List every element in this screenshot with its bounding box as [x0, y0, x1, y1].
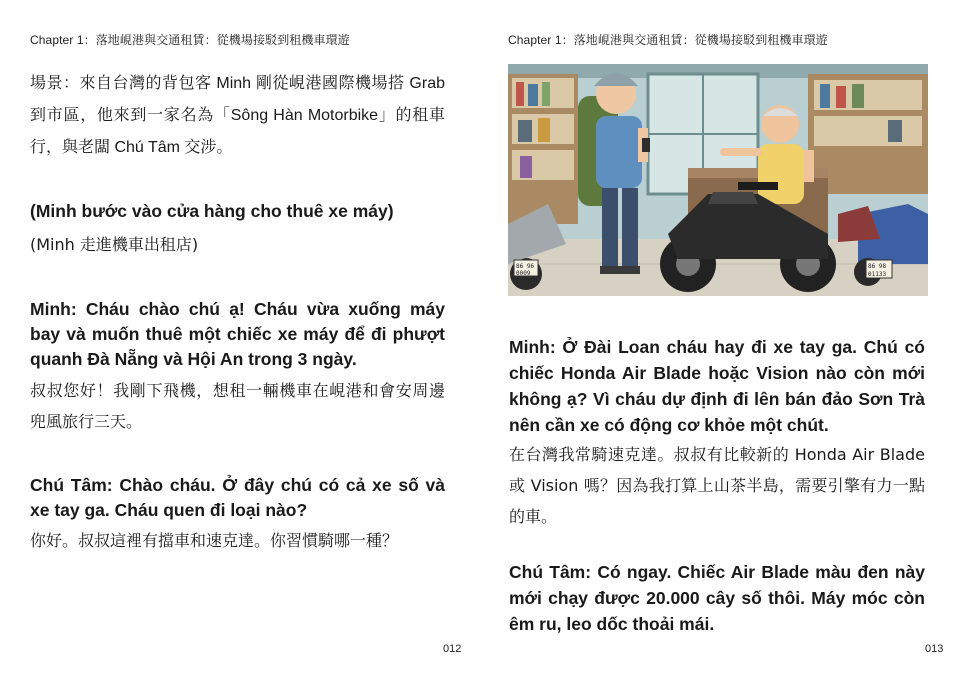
illustration-svg — [508, 64, 928, 296]
dialogue-line-chinese: 叔叔您好！我剛下飛機，想租一輛機車在峴港和會安周邊兜風旅行三天。 — [30, 381, 445, 431]
plate-left-bottom: 0009 — [516, 270, 531, 277]
dialogue-line-vietnamese: Chú Tâm: Có ngay. Chiếc Air Blade màu đen này mới chạy được 20.000 cây số thôi. Máy móc còn êm ru, leo dốc thoải mái. — [509, 562, 925, 634]
action-chinese: (Minh 走進機車出租店) — [30, 235, 199, 254]
plate-right-bottom: 01133 — [868, 271, 887, 278]
page-number: 013 — [925, 643, 944, 655]
dialogue-line-vietnamese: Minh: Ở Đài Loan cháu hay đi xe tay ga. Chú có chiếc Honda Air Blade hoặc Vision nào còn mới không ạ? Vì cháu dự định đi lên bán đảo Sơn Trà nên cần xe có động cơ khỏe một chút. — [509, 337, 925, 435]
dialogue-line-chinese: 你好。叔叔這裡有擋車和速克達。你習慣騎哪一種？ — [30, 531, 399, 550]
dialogue-line-vietnamese: Minh: Cháu chào chú ạ! Cháu vừa xuống máy bay và muốn thuê một chiếc xe máy để đi phượt quanh Đà Nẵng và Hội An trong 3 ngày. — [30, 299, 445, 369]
chapter-header: Chapter 1：落地峴港與交通租賃：從機場接駁到租機車環遊 — [508, 33, 828, 47]
page-number: 012 — [443, 643, 462, 655]
dialogue-line-vietnamese: Chú Tâm: Chào cháu. Ở đây chú có cả xe số và xe tay ga. Cháu quen đi loại nào? — [30, 475, 445, 520]
action-vietnamese: (Minh bước vào cửa hàng cho thuê xe máy) — [30, 201, 394, 221]
dialogue-line-chinese: 在台灣我常騎速克達。叔叔有比較新的 Honda Air Blade 或 Vision 嗎？因為我打算上山茶半島，需要引擎有力一點的車。 — [509, 445, 925, 526]
right-page — [480, 0, 960, 678]
chapter-header: Chapter 1：落地峴港與交通租賃：從機場接駁到租機車環遊 — [30, 33, 350, 47]
scene-description: 場景：來自台灣的背包客 Minh 剛從峴港國際機場搭 Grab 到市區，他來到一家名為「Sông Hàn Motorbike」的租車行，與老闆 Chú Tâm 交涉。 — [30, 75, 445, 156]
rental-shop-illustration — [508, 64, 928, 296]
plate-left-top: 86 96 — [516, 263, 535, 270]
plate-right-top: 86 98 — [868, 263, 887, 270]
